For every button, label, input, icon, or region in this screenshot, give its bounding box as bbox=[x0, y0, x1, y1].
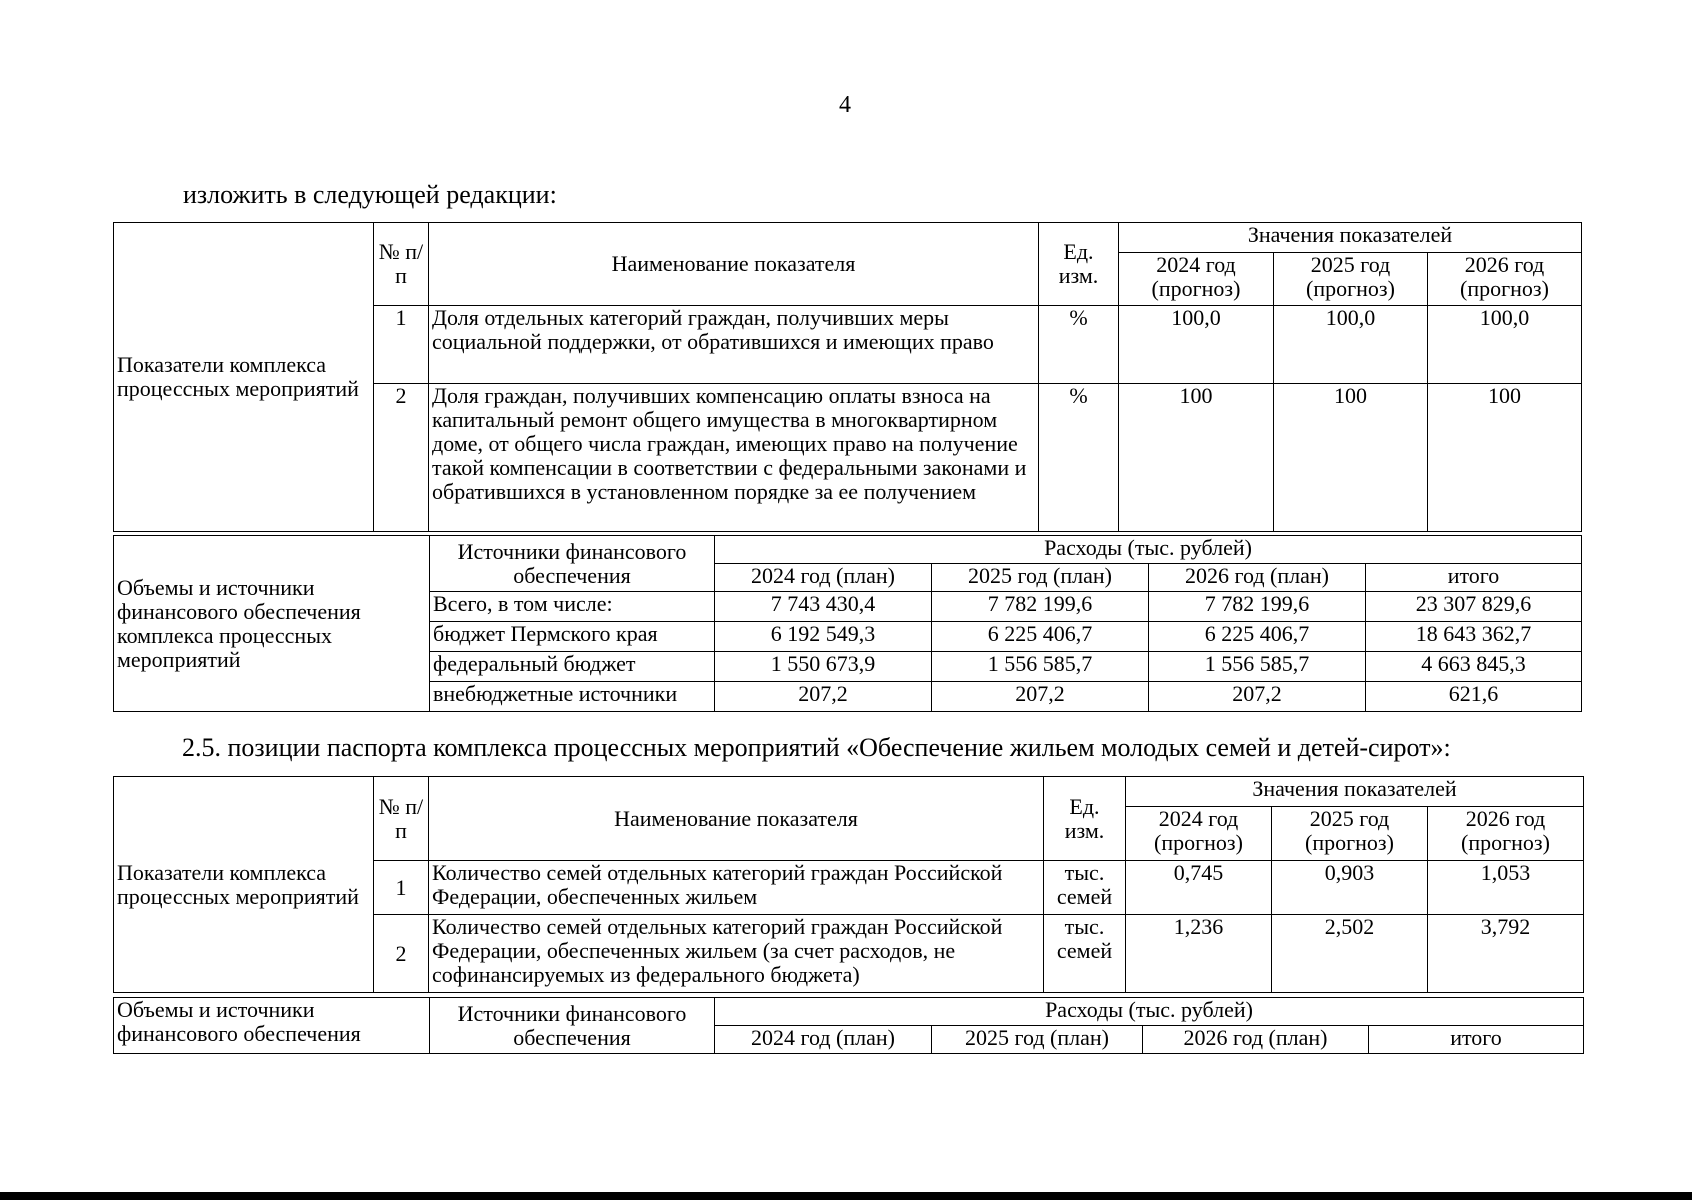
header-funding-sources: Источники финансового обеспечения bbox=[430, 536, 715, 592]
financing-table-1 bbox=[113, 535, 1582, 712]
indicator-name: Количество семей отдельных категорий граждан Российской Федерации, обеспеченных жильем bbox=[429, 861, 1044, 915]
header-number: № п/п bbox=[374, 777, 429, 861]
expense-2026: 6 225 406,7 bbox=[1149, 622, 1366, 652]
indicator-value-2026: 100,0 bbox=[1428, 306, 1582, 384]
header-plan-2025: 2025 год (план) bbox=[932, 1026, 1143, 1054]
indicator-value-2024: 100,0 bbox=[1119, 306, 1274, 384]
expense-total: 23 307 829,6 bbox=[1366, 592, 1582, 622]
header-expenses: Расходы (тыс. рублей) bbox=[715, 536, 1582, 564]
expense-2025: 6 225 406,7 bbox=[932, 622, 1149, 652]
expense-2026: 1 556 585,7 bbox=[1149, 652, 1366, 682]
row-number: 1 bbox=[374, 861, 429, 915]
header-plan-2024: 2024 год (план) bbox=[715, 1026, 932, 1054]
expense-2024: 1 550 673,9 bbox=[715, 652, 932, 682]
expense-2025: 7 782 199,6 bbox=[932, 592, 1149, 622]
indicator-unit: % bbox=[1039, 384, 1119, 532]
indicators-table-1 bbox=[113, 222, 1582, 532]
indicator-value-2026: 3,792 bbox=[1428, 915, 1584, 993]
header-indicator-name: Наименование показателя bbox=[429, 777, 1044, 861]
indicator-value-2025: 2,502 bbox=[1272, 915, 1428, 993]
indicator-name: Доля отдельных категорий граждан, получивших меры социальной поддержки, от обратившихся и имеющих право bbox=[429, 306, 1039, 384]
funding-source: бюджет Пермского края bbox=[430, 622, 715, 652]
header-unit: Ед. изм. bbox=[1039, 223, 1119, 306]
header-values: Значения показателей bbox=[1119, 223, 1582, 253]
funding-source: Всего, в том числе: bbox=[430, 592, 715, 622]
financing-table-2 bbox=[113, 997, 1584, 1054]
indicator-value-2024: 1,236 bbox=[1126, 915, 1272, 993]
expense-2024: 207,2 bbox=[715, 682, 932, 712]
header-year-2026: 2026 год (прогноз) bbox=[1428, 253, 1582, 306]
header-year-2025: 2025 год (прогноз) bbox=[1272, 807, 1428, 861]
header-indicator-name: Наименование показателя bbox=[429, 223, 1039, 306]
header-plan-2025: 2025 год (план) bbox=[932, 564, 1149, 592]
scan-edge bbox=[0, 1192, 1692, 1200]
indicator-value-2024: 0,745 bbox=[1126, 861, 1272, 915]
funding-source: внебюджетные источники bbox=[430, 682, 715, 712]
header-funding-sources: Источники финансового обеспечения bbox=[430, 998, 715, 1054]
indicator-unit: тыс. семей bbox=[1044, 861, 1126, 915]
header-year-2024: 2024 год (прогноз) bbox=[1126, 807, 1272, 861]
row-number: 2 bbox=[374, 384, 429, 532]
expense-2025: 207,2 bbox=[932, 682, 1149, 712]
header-total: итого bbox=[1366, 564, 1582, 592]
indicator-unit: тыс. семей bbox=[1044, 915, 1126, 993]
header-plan-2026: 2026 год (план) bbox=[1149, 564, 1366, 592]
section-heading: 2.5. позиции паспорта комплекса процессных мероприятий «Обеспечение жильем молодых семей и детей-сирот»: bbox=[182, 733, 1451, 762]
header-expenses: Расходы (тыс. рублей) bbox=[715, 998, 1584, 1026]
header-year-2025: 2025 год (прогноз) bbox=[1274, 253, 1428, 306]
indicator-unit: % bbox=[1039, 306, 1119, 384]
indicator-name: Доля граждан, получивших компенсацию оплаты взноса на капитальный ремонт общего имущества в многоквартирном доме, от общего числа граждан, имеющих право на получение такой компенсации в соответствии с федеральными законами и обратившихся в установленном порядке за ее получением bbox=[429, 384, 1039, 532]
intro-text: изложить в следующей редакции: bbox=[183, 180, 557, 209]
indicator-value-2026: 100 bbox=[1428, 384, 1582, 532]
header-number: № п/п bbox=[374, 223, 429, 306]
header-unit: Ед. изм. bbox=[1044, 777, 1126, 861]
header-year-2024: 2024 год (прогноз) bbox=[1119, 253, 1274, 306]
indicator-value-2025: 100 bbox=[1274, 384, 1428, 532]
indicator-name: Количество семей отдельных категорий граждан Российской Федерации, обеспеченных жильем (за счет расходов, не софинансируемых из федерального бюджета) bbox=[429, 915, 1044, 993]
indicator-value-2025: 100,0 bbox=[1274, 306, 1428, 384]
header-values: Значения показателей bbox=[1126, 777, 1584, 807]
indicator-value-2026: 1,053 bbox=[1428, 861, 1584, 915]
header-plan-2026: 2026 год (план) bbox=[1143, 1026, 1369, 1054]
expense-2026: 7 782 199,6 bbox=[1149, 592, 1366, 622]
page-number: 4 bbox=[839, 92, 851, 118]
indicators-table-2 bbox=[113, 776, 1584, 993]
indicator-value-2025: 0,903 bbox=[1272, 861, 1428, 915]
header-plan-2024: 2024 год (план) bbox=[715, 564, 932, 592]
row-number: 2 bbox=[374, 915, 429, 993]
header-year-2026: 2026 год (прогноз) bbox=[1428, 807, 1584, 861]
expense-total: 4 663 845,3 bbox=[1366, 652, 1582, 682]
expense-total: 621,6 bbox=[1366, 682, 1582, 712]
expense-2024: 7 743 430,4 bbox=[715, 592, 932, 622]
indicator-value-2024: 100 bbox=[1119, 384, 1274, 532]
expense-2024: 6 192 549,3 bbox=[715, 622, 932, 652]
financing-row-label: Объемы и источники финансового обеспечения bbox=[114, 998, 430, 1054]
expense-2026: 207,2 bbox=[1149, 682, 1366, 712]
expense-total: 18 643 362,7 bbox=[1366, 622, 1582, 652]
financing-row-label: Объемы и источники финансового обеспечения комплекса процессных мероприятий bbox=[114, 536, 430, 712]
row-number: 1 bbox=[374, 306, 429, 384]
expense-2025: 1 556 585,7 bbox=[932, 652, 1149, 682]
header-total: итого bbox=[1369, 1026, 1584, 1054]
funding-source: федеральный бюджет bbox=[430, 652, 715, 682]
indicators-row-label: Показатели комплекса процессных мероприятий bbox=[114, 223, 374, 532]
indicators-row-label: Показатели комплекса процессных мероприятий bbox=[114, 777, 374, 993]
